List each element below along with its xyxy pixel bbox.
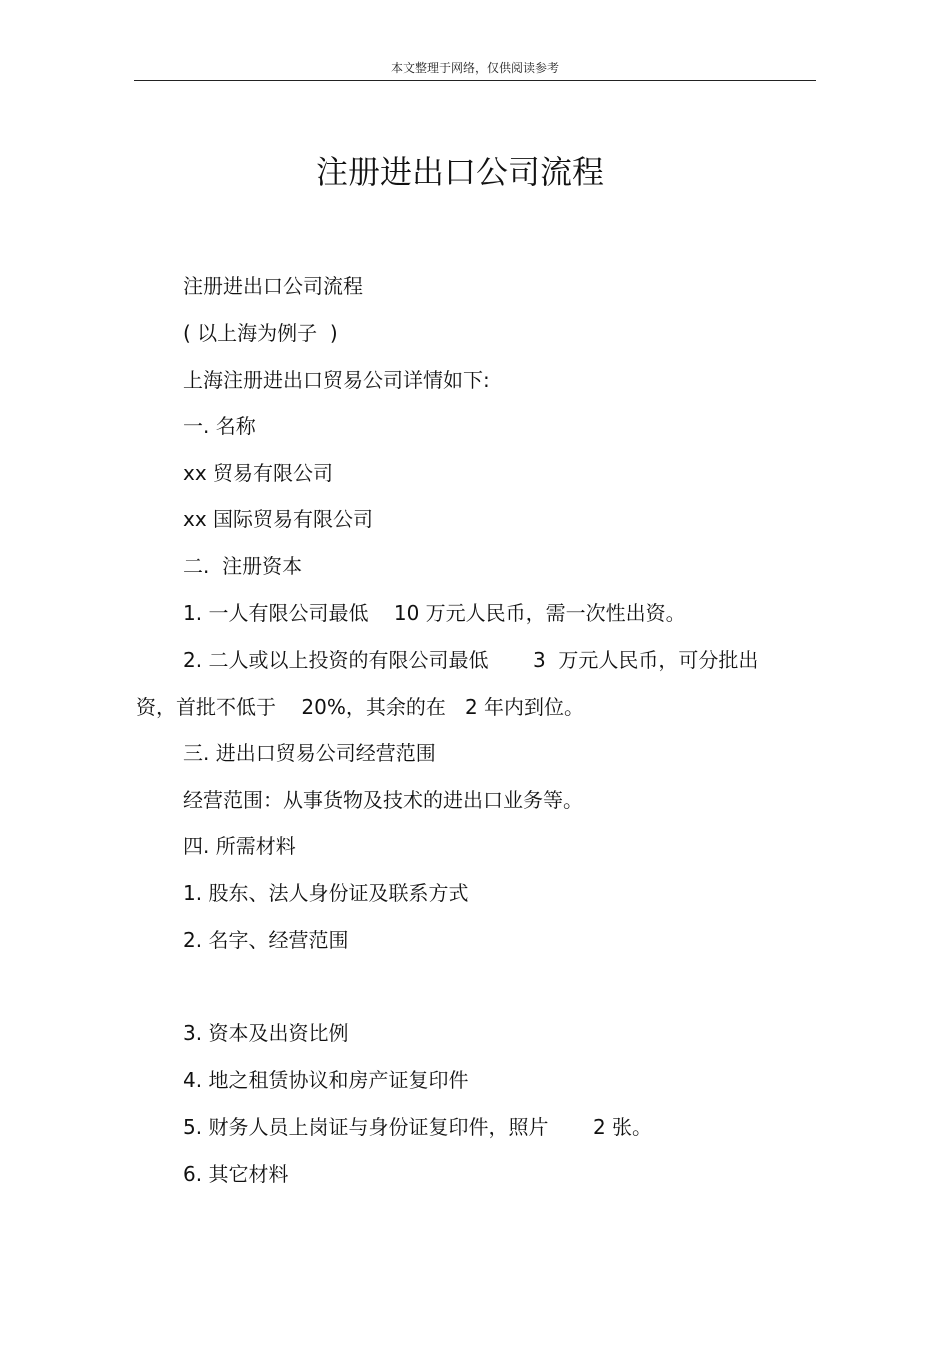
name-example-1: xx 贸易有限公司 xyxy=(183,461,334,485)
intro-line: 上海注册进出口贸易公司详情如下: xyxy=(183,368,490,392)
header-divider xyxy=(134,80,816,81)
materials-item-2: 2. 名字、经营范围 xyxy=(183,928,349,952)
name-example-2: xx 国际贸易有限公司 xyxy=(183,507,374,531)
materials-item-3: 3. 资本及出资比例 xyxy=(183,1021,349,1045)
scope-description: 经营范围：从事货物及技术的进出口业务等。 xyxy=(183,788,583,812)
subtitle-line: 注册进出口公司流程 xyxy=(183,274,363,298)
capital-item-2: 2. 二人或以上投资的有限公司最低 3 万元人民币，可分批出 xyxy=(183,648,759,672)
section-heading-materials: 四. 所需材料 xyxy=(183,834,296,858)
section-heading-scope: 三. 进出口贸易公司经营范围 xyxy=(183,741,436,765)
materials-item-6: 6. 其它材料 xyxy=(183,1162,289,1186)
materials-item-4: 4. 地之租赁协议和房产证复印件 xyxy=(183,1068,469,1092)
section-heading-capital: 二. 注册资本 xyxy=(183,554,303,578)
capital-item-1: 1. 一人有限公司最低 10 万元人民币，需一次性出资。 xyxy=(183,601,686,625)
section-heading-name: 一. 名称 xyxy=(183,414,256,438)
document-title: 注册进出口公司流程 xyxy=(315,153,604,191)
materials-item-5: 5. 财务人员上岗证与身份证复印件，照片 2 张。 xyxy=(183,1115,653,1139)
materials-item-1: 1. 股东、法人身份证及联系方式 xyxy=(183,881,469,905)
page-header-note: 本文整理于网络，仅供阅读参考 xyxy=(390,61,559,75)
capital-item-2-continued: 资，首批不低于 20%，其余的在 2 年内到位。 xyxy=(136,695,585,719)
example-note: ( 以上海为例子 ) xyxy=(183,321,338,345)
